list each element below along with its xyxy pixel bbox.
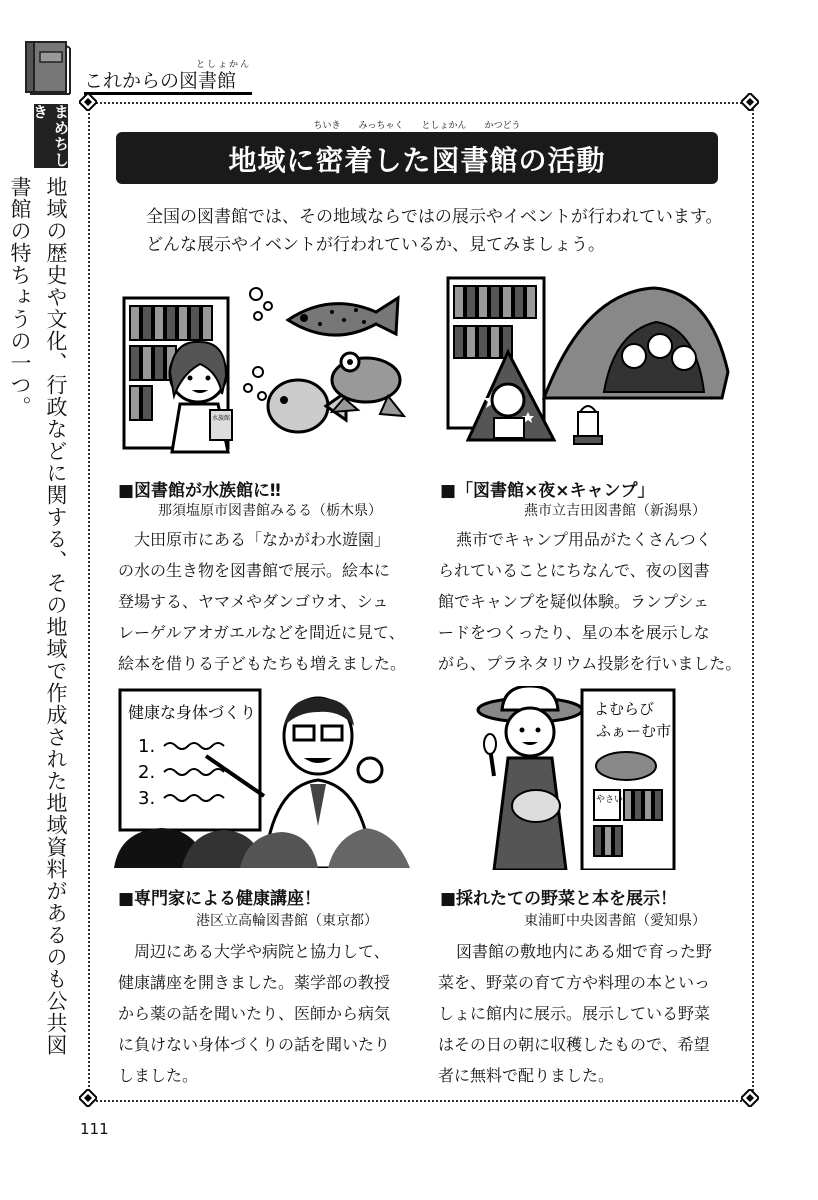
panel-3-line: から薬の話を聞いたり、医師から病気 xyxy=(118,1004,391,1023)
panel-1-source: 那須塩原市図書館みるる（栃木県） xyxy=(158,503,382,519)
panel-4-source: 東浦町中央図書館（愛知県） xyxy=(524,913,706,929)
aquarium-book-label: 水族館 xyxy=(212,415,231,422)
board-item: 1. xyxy=(138,736,156,757)
panel-2-line: 燕市でキャンプ用品がたくさんつく xyxy=(456,530,712,549)
page-number: 111 xyxy=(80,1120,109,1138)
lecture-illustration xyxy=(114,686,414,868)
diamond-ornament xyxy=(79,93,97,111)
board-item: 3. xyxy=(138,788,156,809)
panel-3-title: ■専門家による健康講座！ xyxy=(118,889,322,909)
farm-sign-line-2: ふぁーむ市 xyxy=(596,722,672,740)
sidebar-tag: まめちしき xyxy=(31,104,70,168)
panel-2-title: ■「図書館×夜×キャンプ」 xyxy=(440,481,655,501)
panel-3-line: 健康講座を開きました。薬学部の教授 xyxy=(118,973,391,992)
panel-4-line: 図書館の敷地内にある畑で育った野 xyxy=(456,942,713,961)
banner-ruby: ちいき みっちゃく としょかん かつどう xyxy=(313,121,521,131)
panel-1-line: 絵本を借りる子どもたちも増えました。 xyxy=(118,654,407,673)
panel-2-source: 燕市立吉田図書館（新潟県） xyxy=(524,503,706,519)
board-item: 2. xyxy=(138,762,156,783)
diamond-ornament xyxy=(79,1089,97,1107)
camping-illustration xyxy=(444,272,730,452)
vegetable-shelf-label: やさい xyxy=(596,795,624,805)
aquarium-illustration xyxy=(118,284,418,456)
panel-1-title: ■図書館が水族館に‼ xyxy=(118,481,281,501)
vegetables-illustration xyxy=(474,686,714,870)
panel-3-line: に負けない身体づくりの話を聞いたり xyxy=(118,1035,391,1054)
panel-4-line: しょに館内に展示。展示している野菜 xyxy=(438,1004,711,1023)
page-header-title: これからの図書館 xyxy=(84,70,237,92)
panel-3-line: しました。 xyxy=(118,1066,199,1085)
diamond-ornament xyxy=(741,1089,759,1107)
intro-line-1: 全国の図書館では、その地域ならではの展示やイベントが行われています。 xyxy=(146,207,723,227)
section-banner: 地域に密着した図書館の活動 xyxy=(116,132,718,184)
header-rule xyxy=(84,92,252,95)
panel-2-line: ードをつくったり、星の本を展示しな xyxy=(438,623,710,642)
panel-1-line: 大田原市にある「なかがわ水遊園」 xyxy=(134,530,391,549)
panel-3-line: 周辺にある大学や病院と協力して、 xyxy=(134,942,390,961)
sidebar-text: 地域の歴史や文化、行政などに関する、その地域で作成された地域資料があるのも公共図書館の特ちょうの一つ。 xyxy=(8,176,68,1056)
diamond-ornament xyxy=(741,93,759,111)
book-icon xyxy=(22,38,74,96)
panel-1-line: の水の生き物を図書館で展示。絵本に xyxy=(118,561,391,580)
panel-3-source: 港区立高輪図書館（東京都） xyxy=(196,913,378,929)
panel-2-line: られていることにちなんで、夜の図書 xyxy=(438,561,710,580)
board-title: 健康な身体づくり xyxy=(128,703,257,722)
panel-4-line: 者に無料で配りました。 xyxy=(438,1066,615,1085)
panel-2-line: がら、プラネタリウム投影を行いました。 xyxy=(438,654,742,673)
panel-4-line: 菜を、野菜の育て方や料理の本といっ xyxy=(438,973,711,992)
panel-2-line: 館でキャンプを疑似体験。ランプシェ xyxy=(438,592,710,611)
farm-sign-line-1: よむらび xyxy=(594,700,655,718)
panel-1-line: レーゲルアオガエルなどを間近に見て、 xyxy=(118,623,405,642)
panel-1-line: 登場する、ヤマメやダンゴウオ、シュ xyxy=(118,592,389,611)
header-ruby: としょかん xyxy=(196,60,252,70)
panel-4-line: はその日の朝に収穫したもので、希望 xyxy=(438,1035,710,1054)
intro-line-2: どんな展示やイベントが行われているか、見てみましょう。 xyxy=(146,235,605,255)
panel-4-title: ■採れたての野菜と本を展示！ xyxy=(440,889,678,909)
